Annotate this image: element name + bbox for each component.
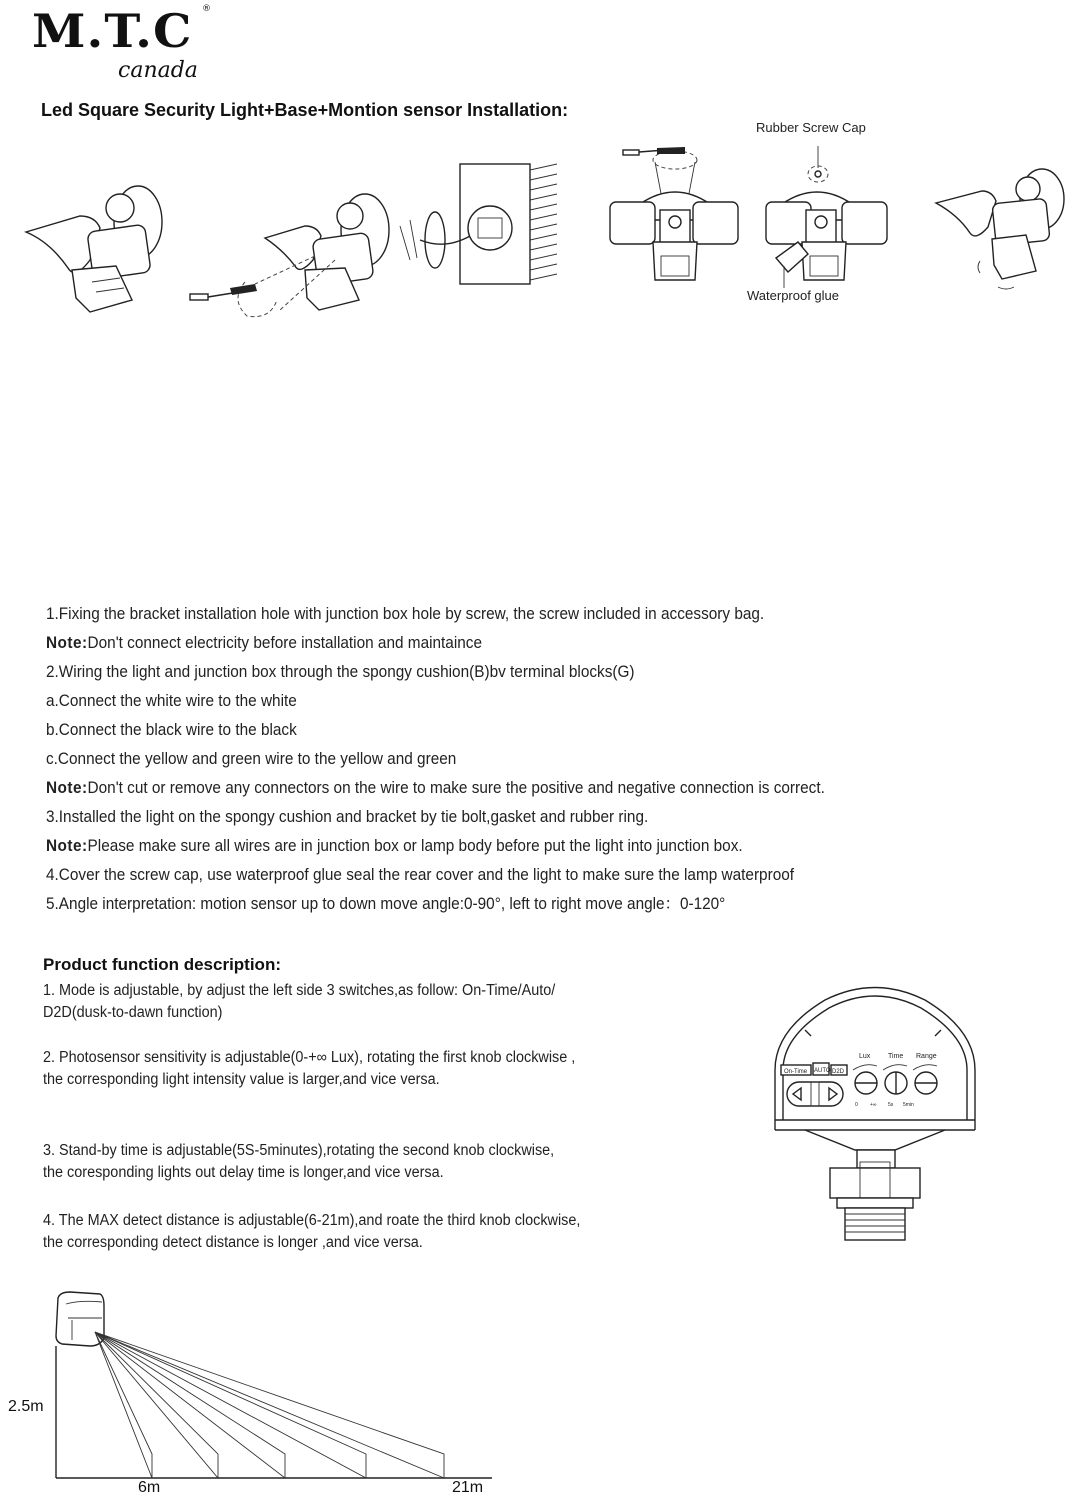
knob-label-range: Range bbox=[916, 1053, 937, 1060]
max-distance-label: 21m bbox=[452, 1479, 484, 1496]
step-text: Please make sure all wires are in junction box or lamp body before put the light into junction box. bbox=[87, 837, 743, 855]
knob-label-lux: Lux bbox=[859, 1053, 871, 1060]
installation-step bbox=[46, 689, 825, 718]
installation-note bbox=[46, 776, 825, 805]
switch-label-d2d: D2D bbox=[832, 1069, 845, 1075]
installation-illustration-1 bbox=[20, 170, 180, 320]
motion-sensor-icon bbox=[56, 1292, 104, 1346]
step-text: c.Connect the yellow and green wire to the yellow and green bbox=[46, 750, 457, 768]
note-prefix: Note: bbox=[46, 779, 88, 797]
step-text: 4.Cover the screw cap, use waterproof glue seal the rear cover and the light to make sure the lamp waterproof bbox=[46, 866, 795, 884]
rubber-screw-cap-label: Rubber Screw Cap bbox=[756, 120, 866, 135]
installation-step bbox=[46, 660, 825, 689]
waterproof-glue-label: Waterproof glue bbox=[747, 288, 840, 303]
function-item-2 bbox=[43, 1047, 575, 1091]
function-item-3 bbox=[43, 1140, 554, 1184]
lux-scale-max: +∞ bbox=[870, 1102, 877, 1108]
lux-scale-min: 0 bbox=[855, 1102, 858, 1108]
function-item-3-line-1: 3. Stand-by time is adjustable(5S-5minutes),rotating the second knob clockwise, bbox=[43, 1142, 555, 1159]
switch-label-auto: AUTO bbox=[814, 1068, 831, 1074]
step-text: 1.Fixing the bracket installation hole with junction box hole by screw, the screw included in accessory bag. bbox=[46, 605, 765, 623]
installation-note bbox=[46, 834, 825, 863]
function-item-4 bbox=[43, 1210, 580, 1254]
installation-step bbox=[46, 892, 825, 921]
detection-range-diagram bbox=[0, 1280, 520, 1500]
installation-note bbox=[46, 631, 825, 660]
function-item-2-line-1: 2. Photosensor sensitivity is adjustable(0-+∞ Lux), rotating the first knob clockwise , bbox=[43, 1049, 576, 1066]
installation-step bbox=[46, 747, 825, 776]
sensor-control-panel-illustration bbox=[765, 970, 1005, 1240]
step-text: 5.Angle interpretation: motion sensor up to down move angle:0-90°, left to right move angle：0-120° bbox=[46, 895, 726, 913]
function-item-1 bbox=[43, 980, 555, 1024]
mode-switch[interactable] bbox=[787, 1082, 843, 1106]
step-text: b.Connect the black wire to the black bbox=[46, 721, 297, 739]
installation-illustration-2 bbox=[185, 160, 585, 320]
switch-label-on-time: On-Time bbox=[784, 1069, 808, 1075]
brand-subtitle: canada bbox=[118, 58, 198, 83]
function-item-3-line-2: the coresponding lights out delay time is longer,and vice versa. bbox=[43, 1164, 444, 1181]
function-item-2-line-2: the corresponding light intensity value is larger,and vice versa. bbox=[43, 1071, 440, 1088]
step-text: a.Connect the white wire to the white bbox=[46, 692, 297, 710]
time-scale-max: 5min bbox=[903, 1102, 914, 1108]
detection-beam bbox=[95, 1332, 366, 1478]
time-scale-min: 5s bbox=[888, 1102, 894, 1108]
function-item-1-line-2: D2D(dusk-to-dawn function) bbox=[43, 1004, 223, 1021]
installation-illustration-3 bbox=[605, 150, 740, 280]
installation-steps bbox=[46, 602, 825, 921]
step-text: 3.Installed the light on the spongy cushion and bracket by tie bolt,gasket and rubber ring. bbox=[46, 808, 649, 826]
installation-step bbox=[46, 602, 825, 631]
step-text: Don't cut or remove any connectors on the wire to make sure the positive and negative connection is correct. bbox=[87, 779, 825, 797]
function-description-title: Product function description: bbox=[43, 955, 281, 974]
registered-mark: ® bbox=[202, 4, 211, 14]
function-item-4-line-1: 4. The MAX detect distance is adjustable(6-21m),and roate the third knob clockwise, bbox=[43, 1212, 581, 1229]
installation-step bbox=[46, 805, 825, 834]
note-prefix: Note: bbox=[46, 837, 88, 855]
function-item-4-line-2: the corresponding detect distance is longer ,and vice versa. bbox=[43, 1234, 423, 1251]
installation-step bbox=[46, 718, 825, 747]
brand-logo: M.T.C bbox=[32, 4, 193, 58]
mounting-height-label: 2.5m bbox=[8, 1398, 44, 1415]
installation-illustration-4 bbox=[762, 150, 897, 280]
step-text: 2.Wiring the light and junction box through the spongy cushion(B)bv terminal blocks(G) bbox=[46, 663, 635, 681]
knob-label-time: Time bbox=[888, 1053, 904, 1060]
detection-beams bbox=[95, 1332, 444, 1478]
installation-step bbox=[46, 863, 825, 892]
detection-beam bbox=[95, 1332, 444, 1478]
installation-illustration-5 bbox=[930, 175, 1070, 300]
step-text: Don't connect electricity before installation and maintaince bbox=[87, 634, 482, 652]
installation-title: Led Square Security Light+Base+Montion sensor Installation: bbox=[41, 100, 569, 120]
min-distance-label: 6m bbox=[138, 1479, 161, 1496]
note-prefix: Note: bbox=[46, 634, 88, 652]
function-item-1-line-1: 1. Mode is adjustable, by adjust the left side 3 switches,as follow: On-Time/Auto/ bbox=[43, 982, 556, 999]
